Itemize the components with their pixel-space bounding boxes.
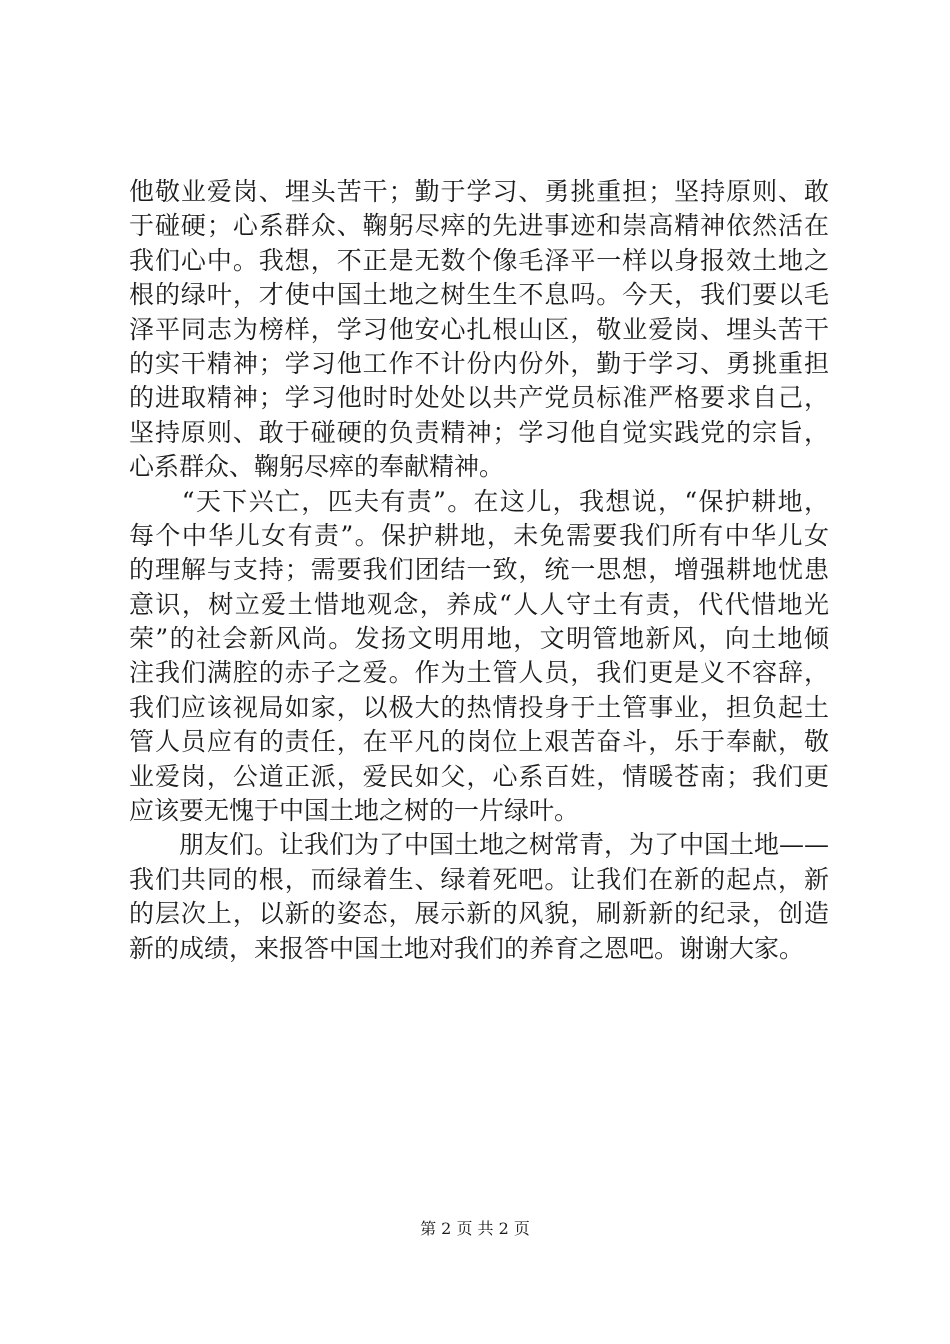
text-line: 我们心中。我想，不正是无数个像毛泽平一样以身报效土地之 — [129, 245, 829, 275]
text-line: 新的成绩，来报答中国土地对我们的养育之恩吧。谢谢大家。 — [129, 933, 805, 963]
paragraph-3 — [129, 828, 829, 966]
text-line: 我们共同的根，而绿着生、绿着死吧。让我们在新的起点，新 — [129, 864, 829, 894]
paragraph-1 — [129, 175, 829, 485]
text-line: 于碰硬；心系群众、鞠躬尽瘁的先进事迹和崇高精神依然活在 — [129, 211, 829, 241]
text-line: 意识，树立爱土惜地观念，养成“人人守土有责，代代惜地光 — [129, 589, 829, 619]
text-line: 根的绿叶，才使中国土地之树生生不息吗。今天，我们要以毛 — [129, 280, 829, 310]
text-line: 他敬业爱岗、埋头苦干；勤于学习、勇挑重担；坚持原则、敢 — [129, 177, 829, 206]
text-line: 的进取精神；学习他时时处处以共产党员标准严格要求自己， — [129, 383, 829, 413]
text-line: 注我们满腔的赤子之爱。作为土管人员，我们更是义不容辞， — [129, 658, 829, 688]
text-line: 朋友们。让我们为了中国土地之树常青，为了中国土地—— — [129, 830, 830, 860]
page-footer: 第 2 页 共 2 页 — [420, 1219, 530, 1238]
text-line: 荣”的社会新风尚。发扬文明用地，文明管地新风，向土地倾 — [129, 624, 829, 654]
text-line: 的理解与支持；需要我们团结一致，统一思想，增强耕地忧患 — [129, 555, 829, 585]
text-line: 坚持原则、敢于碰硬的负责精神；学习他自觉实践党的宗旨， — [129, 417, 829, 447]
text-line: “天下兴亡，匹夫有责”。在这儿，我想说，“保护耕地， — [129, 486, 829, 516]
paragraph-2 — [129, 485, 829, 829]
text-line: 管人员应有的责任，在平凡的岗位上艰苦奋斗，乐于奉献，敬 — [129, 727, 829, 757]
text-line: 应该要无愧于中国土地之树的一片绿叶。 — [129, 796, 580, 826]
text-line: 每个中华儿女有责”。保护耕地，未免需要我们所有中华儿女 — [129, 520, 829, 550]
document-body — [129, 175, 829, 966]
text-line: 业爱岗，公道正派，爱民如父，心系百姓，情暖苍南；我们更 — [129, 761, 829, 791]
text-line: 的实干精神；学习他工作不计份内份外，勤于学习、勇挑重担 — [129, 348, 829, 378]
text-line: 的层次上，以新的姿态，展示新的风貌，刷新新的纪录，创造 — [129, 899, 829, 929]
text-line: 泽平同志为榜样，学习他安心扎根山区，敬业爱岗、埋头苦干 — [129, 314, 829, 344]
text-line: 我们应该视局如家，以极大的热情投身于土管事业，担负起土 — [129, 692, 829, 722]
text-line: 心系群众、鞠躬尽瘁的奉献精神。 — [129, 452, 505, 482]
